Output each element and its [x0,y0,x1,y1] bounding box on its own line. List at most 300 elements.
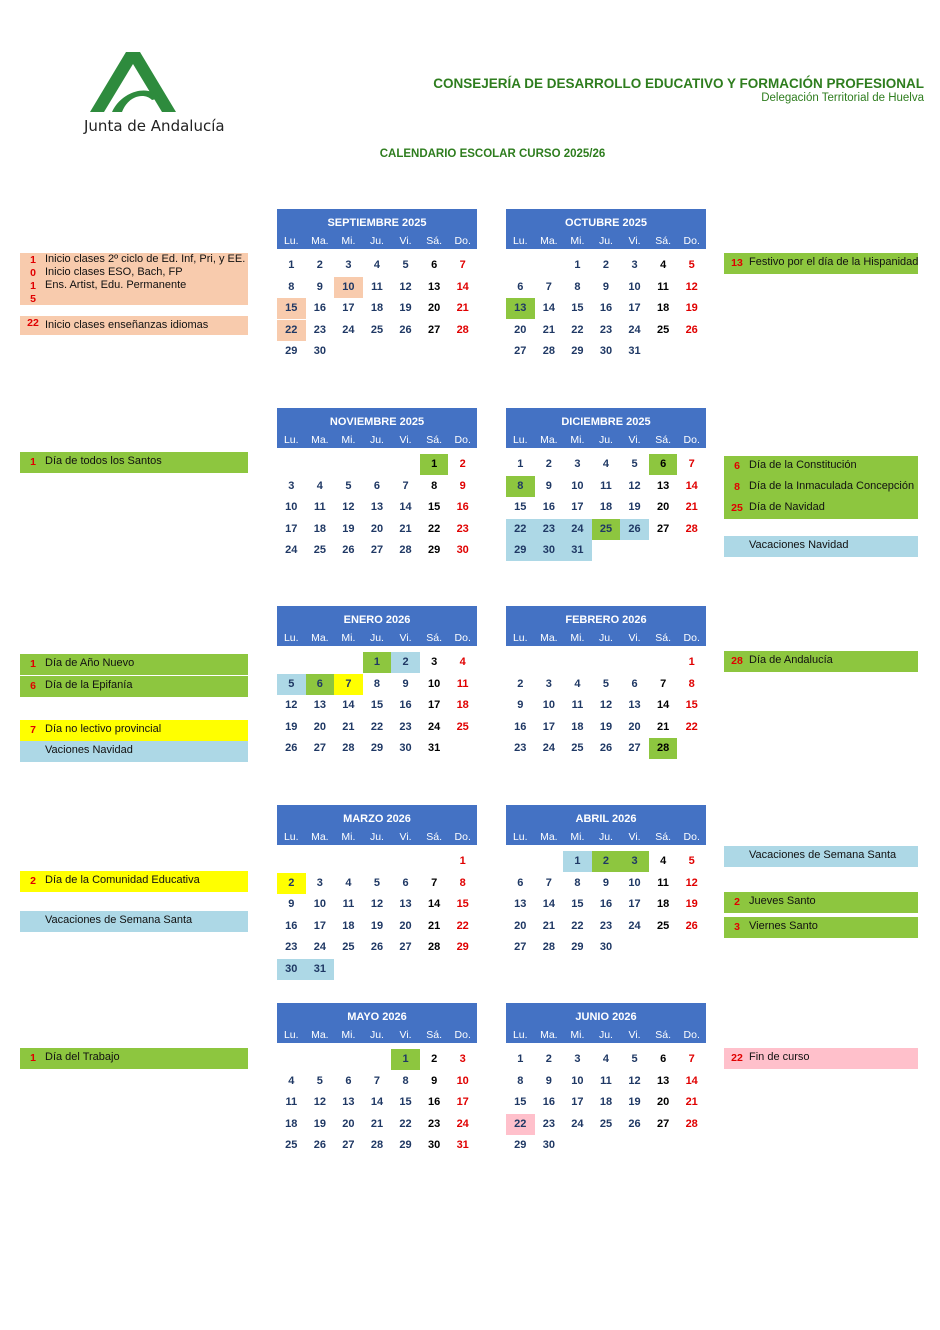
calendar-day: 30 [535,540,564,561]
legend-item [20,741,248,762]
calendar-day: 16 [313,302,326,314]
weekday-label: Do. [683,235,700,247]
weekday-label: Sá. [426,632,442,644]
calendar-day: 29 [456,941,469,953]
calendar-day: 19 [313,1117,326,1130]
weekday-label: Ju. [369,434,384,446]
calendar-day: 25 [342,941,355,953]
calendar-day: 31 [456,1139,469,1151]
calendar-day: 25 [285,1139,298,1151]
weekday-label: Mi. [570,434,585,446]
legend-item [724,1048,918,1069]
legend-item [724,253,918,274]
calendar-day: 23 [456,522,469,535]
calendar-day: 14 [428,898,441,910]
calendar-day: 14 [456,280,469,293]
calendar-day: 17 [428,699,441,711]
calendar-day: 24 [628,323,641,336]
calendar-day: 22 [399,1117,412,1130]
calendar-day: 10 [428,677,441,690]
legend-item [20,316,248,335]
delegation-subheading: Delegación Territorial de Huelva [761,92,924,104]
calendar-day: 6 [660,1053,667,1065]
calendar-day: 11 [657,876,669,889]
weekday-label: Sá. [426,235,442,247]
calendar-day: 24 [628,919,641,932]
calendar-day: 17 [456,1096,469,1108]
legend-item [20,266,248,279]
calendar-day: 5 [688,855,695,867]
calendar-day: 9 [316,280,323,293]
calendar-day: 30 [399,742,412,754]
calendar-day: 18 [599,1096,613,1108]
month-header [277,209,477,249]
weekday-label: Ju. [369,235,384,247]
calendar-day: 20 [628,720,641,733]
month-header [277,1003,477,1043]
calendar-day: 14 [685,479,698,492]
month-header [506,606,706,646]
calendar-day: 30 [277,959,306,980]
calendar-day: 17 [542,720,555,733]
calendar-day: 14 [399,501,412,513]
weekday-label: Lu. [283,632,299,644]
calendar-day: 21 [685,1096,698,1108]
calendar-day: 13 [514,898,527,910]
calendar-day: 1 [420,454,449,475]
legend-item [20,654,248,675]
calendar-day: 4 [316,479,323,492]
calendar-day: 11 [456,677,469,690]
calendar-day: 11 [600,479,612,492]
calendar-day: 8 [402,1074,409,1087]
calendar-day: 11 [657,280,669,293]
weekday-label: Ma. [540,831,558,843]
calendar-day: 7 [373,1074,381,1087]
calendar-day: 6 [373,479,381,492]
calendar-day: 2 [517,677,524,690]
legend-item [20,279,248,292]
weekday-label: Vi. [399,434,412,446]
legend-day-number: 6 [30,680,36,692]
month-name: DICIEMBRE 2025 [561,416,651,428]
legend-day-number: 1 [30,456,36,468]
legend-item [20,292,248,305]
calendar-day: 19 [685,302,698,314]
calendar-day: 26 [628,1117,641,1130]
calendar-day: 16 [456,501,469,513]
calendar-day: 21 [657,720,670,733]
calendar-day: 26 [370,941,384,953]
legend-item [20,253,248,266]
calendar-day: 1 [517,458,524,470]
calendar-day: 16 [599,302,613,314]
month-name: ENERO 2026 [343,614,411,626]
month-name: OCTUBRE 2025 [565,217,647,229]
calendar-day: 28 [685,1117,698,1130]
legend-day-number: 0 [30,267,36,279]
weekday-label: Lu. [512,1029,528,1041]
calendar-day: 4 [602,1053,610,1065]
weekday-label: Ma. [540,632,558,644]
calendar-day: 22 [428,522,441,535]
calendar-day: 27 [628,742,641,754]
calendar-day: 29 [370,742,384,754]
month-header [277,805,477,845]
calendar-day: 4 [602,458,610,470]
weekday-label: Mi. [570,632,585,644]
month-name: NOVIEMBRE 2025 [329,416,425,428]
legend-text: Día de todos los Santos [45,455,162,467]
calendar-day: 12 [313,1096,326,1108]
legend-day-number: 1 [30,1052,36,1064]
calendar-day: 3 [459,1053,466,1065]
calendar-day: 10 [456,1074,469,1087]
legend-text: Día de Andalucía [749,654,833,666]
calendar-day: 1 [517,1053,524,1065]
weekday-label: Sá. [655,632,671,644]
weekday-label: Ma. [311,1029,329,1041]
brand-name: Junta de Andalucía [84,117,225,135]
calendar-day: 12 [628,479,641,492]
weekday-label: Do. [454,632,471,644]
calendar-day: 20 [370,522,384,535]
calendar-day: 25 [456,720,469,733]
weekday-label: Ju. [598,1029,613,1041]
calendar-day: 27 [657,522,670,535]
calendar-day: 12 [399,280,412,293]
calendar-day: 3 [545,677,552,690]
calendar-day: 19 [285,720,298,733]
legend-day-number: 1 [30,254,36,266]
calendar-day: 16 [542,501,555,513]
month-march [277,805,477,975]
weekday-label: Ju. [369,831,384,843]
calendar-day: 31 [563,540,592,561]
calendar-day: 26 [620,519,649,540]
calendar-day: 24 [571,1117,584,1130]
calendar-day: 2 [602,259,610,271]
calendar-day: 29 [285,345,298,357]
legend-item [20,676,248,697]
calendar-day: 30 [599,941,613,953]
weekday-label: Lu. [283,831,299,843]
calendar-day: 3 [431,656,438,668]
calendar-day: 15 [514,1096,527,1108]
calendar-day: 28 [456,323,469,336]
legend-day-number: 1 [30,280,36,292]
calendar-day: 7 [688,458,695,470]
month-january [277,606,477,754]
calendar-day: 3 [345,259,352,271]
calendar-day: 14 [685,1074,698,1087]
calendar-day: 16 [428,1096,441,1108]
weekday-label: Sá. [426,1029,442,1041]
calendar-day: 4 [574,677,581,690]
calendar-day: 21 [685,501,698,513]
calendar-day: 26 [685,919,698,932]
calendar-day: 24 [313,941,326,953]
weekday-label: Vi. [399,235,412,247]
calendar-day: 6 [517,876,524,889]
calendar-day: 3 [288,479,295,492]
calendar-day: 28 [542,345,555,357]
weekday-label: Sá. [655,1029,671,1041]
calendar-day: 21 [542,919,555,932]
weekday-label: Mi. [341,235,356,247]
legend-text: Día de la Epifanía [45,679,133,691]
calendar-day: 15 [428,501,441,513]
legend-item [20,871,248,892]
calendar-day: 7 [431,876,438,889]
legend-text: Día del Trabajo [45,1051,120,1063]
calendar-day: 18 [657,302,670,314]
calendar-day: 25 [657,323,670,336]
calendar-day: 19 [628,501,641,513]
calendar-day: 4 [288,1074,295,1087]
calendar-day: 18 [342,919,355,932]
legend-text: Viernes Santo [749,920,818,932]
weekday-label: Vi. [399,1029,412,1041]
calendar-day: 11 [571,699,584,711]
calendar-day: 17 [285,522,298,535]
calendar-day: 20 [428,302,441,314]
calendar-day: 15 [514,501,527,513]
calendar-day: 16 [599,898,613,910]
legend-day-number: 1 [30,658,36,670]
weekday-label: Lu. [512,632,528,644]
month-header [506,1003,706,1043]
calendar-day: 29 [571,345,584,357]
calendar-day: 31 [628,345,641,357]
calendar-day: 24 [285,544,298,556]
calendar-day: 27 [514,941,527,953]
calendar-day: 5 [277,674,306,695]
legend-day-number: 7 [30,724,36,736]
calendar-day: 10 [334,277,363,298]
calendar-day: 22 [277,320,306,341]
calendar-day: 10 [542,699,555,711]
calendar-day: 2 [545,458,552,470]
weekday-label: Mi. [570,235,585,247]
legend-day-number: 2 [30,875,36,887]
calendar-day: 20 [657,1096,670,1108]
calendar-day: 9 [602,280,610,293]
calendar-day: 4 [660,259,667,271]
legend-text: Ens. Artist, Edu. Permanente [45,279,187,291]
calendar-day: 22 [506,1114,535,1135]
calendar-day: 29 [506,540,535,561]
calendar-day: 14 [342,699,355,711]
legend-item [20,911,248,932]
legend-item [724,456,918,477]
calendar-day: 3 [316,876,323,889]
calendar-day: 4 [345,876,352,889]
weekday-label: Mi. [341,831,356,843]
calendar-day: 6 [306,674,335,695]
calendar-day: 5 [373,876,381,889]
calendar-day: 26 [342,544,355,556]
calendar-day: 17 [571,1096,584,1108]
legend-text: Día de la Inmaculada Concepción [749,480,915,492]
month-header [277,408,477,448]
calendar-day: 13 [313,699,326,711]
weekday-label: Ju. [598,434,613,446]
calendar-day: 14 [542,898,555,910]
calendar-day: 28 [399,544,412,556]
calendar-day: 27 [313,742,326,754]
calendar-day: 22 [456,919,469,932]
calendar-day: 10 [628,280,641,293]
calendar-day: 29 [399,1139,412,1151]
month-header [506,408,706,448]
calendar-day: 19 [370,919,384,932]
weekday-label: Ju. [598,831,613,843]
calendar-day: 1 [459,855,466,867]
calendar-day: 22 [571,919,584,932]
calendar-day: 27 [514,345,527,357]
legend-text: Día de Navidad [749,501,825,513]
calendar-day: 11 [600,1074,612,1087]
month-header [277,606,477,646]
calendar-day: 17 [571,501,584,513]
calendar-day: 23 [313,323,326,336]
month-november [277,408,477,556]
calendar-day: 23 [285,941,298,953]
calendar-day: 3 [631,259,638,271]
calendar-day: 1 [574,259,581,271]
calendar-day: 9 [517,699,524,711]
weekday-label: Do. [454,1029,471,1041]
calendar-day: 5 [316,1074,323,1087]
calendar-day: 22 [370,720,384,733]
calendar-day: 6 [431,259,438,271]
legend-day-number: 8 [734,481,740,493]
month-header [506,209,706,249]
calendar-day: 6 [402,876,409,889]
calendar-day: 16 [542,1096,555,1108]
calendar-day: 18 [456,699,469,711]
calendar-day: 3 [620,851,649,872]
calendar-day: 8 [459,876,466,889]
weekday-label: Lu. [283,1029,299,1041]
month-name: MARZO 2026 [343,813,411,825]
calendar-day: 28 [342,742,355,754]
calendar-day: 10 [313,898,326,910]
calendar-day: 19 [342,522,355,535]
calendar-day: 18 [285,1117,298,1130]
calendar-day: 6 [631,677,638,690]
calendar-day: 15 [571,302,584,314]
legend-day-number: 2 [734,896,740,908]
calendar-day: 11 [314,501,326,513]
weekday-label: Ju. [598,235,613,247]
calendar-day: 19 [599,720,613,733]
month-name: MAYO 2026 [347,1011,407,1023]
calendar-day: 27 [428,323,441,336]
calendar-day: 12 [628,1074,641,1087]
weekday-label: Ma. [540,235,558,247]
month-april [506,805,706,953]
weekday-label: Mi. [341,1029,356,1041]
weekday-label: Do. [454,434,471,446]
calendar-day: 13 [628,699,641,711]
calendar-day: 9 [602,876,610,889]
calendar-day: 13 [506,298,535,319]
month-name: SEPTIEMBRE 2025 [327,217,427,229]
calendar-day: 22 [685,720,698,733]
department-heading: CONSEJERÍA DE DESARROLLO EDUCATIVO Y FORMACIÓN PROFESIONAL [433,76,924,91]
calendar-day: 15 [571,898,584,910]
calendar-day: 25 [370,323,384,336]
weekday-label: Mi. [570,831,585,843]
legend-text: Día de Año Nuevo [45,657,135,669]
calendar-day: 28 [685,522,698,535]
calendar-day: 15 [456,898,469,910]
calendar-day: 29 [428,544,441,556]
weekday-label: Lu. [512,235,528,247]
calendar-day: 2 [545,1053,552,1065]
calendar-day: 25 [571,742,584,754]
weekday-label: Ju. [369,632,384,644]
calendar-day: 26 [399,323,412,336]
calendar-day: 19 [399,302,412,314]
month-december [506,408,706,556]
calendar-day: 18 [571,720,584,733]
calendar-day: 31 [306,959,335,980]
calendar-day: 26 [599,742,613,754]
month-june [506,1003,706,1151]
calendar-day: 14 [370,1096,384,1108]
calendar-day: 2 [316,259,323,271]
calendar-day: 21 [456,302,469,314]
legend-text: Día de la Constitución [749,459,857,471]
weekday-label: Vi. [628,235,641,247]
weekday-label: Ma. [540,434,558,446]
calendar-day: 6 [345,1074,352,1087]
calendar-day: 2 [592,851,621,872]
legend-item [20,720,248,741]
calendar-day: 5 [602,677,610,690]
weekday-label: Vi. [628,1029,641,1041]
legend-item [724,498,918,519]
weekday-label: Do. [683,632,700,644]
calendar-day: 20 [399,919,412,932]
legend-item [20,1048,248,1069]
weekday-label: Lu. [283,434,299,446]
calendar-day: 17 [342,302,355,314]
calendar-day: 9 [545,1074,552,1087]
weekday-label: Do. [683,831,700,843]
weekday-label: Vi. [628,434,641,446]
legend-item [724,892,918,913]
calendar-day: 12 [685,280,698,293]
calendar-day: 25 [313,544,326,556]
calendar-day: 30 [313,345,326,357]
legend-day-number: 22 [731,1052,743,1064]
calendar-day: 23 [535,519,564,540]
calendar-day: 18 [657,898,670,910]
calendar-day: 14 [657,699,670,711]
weekday-label: Lu. [283,235,299,247]
weekday-label: Mi. [341,632,356,644]
calendar-day: 18 [313,522,326,535]
calendar-day: 9 [288,898,295,910]
calendar-day: 29 [571,941,584,953]
weekday-label: Ma. [311,235,329,247]
calendar-day: 26 [285,742,298,754]
weekday-label: Ma. [311,831,329,843]
